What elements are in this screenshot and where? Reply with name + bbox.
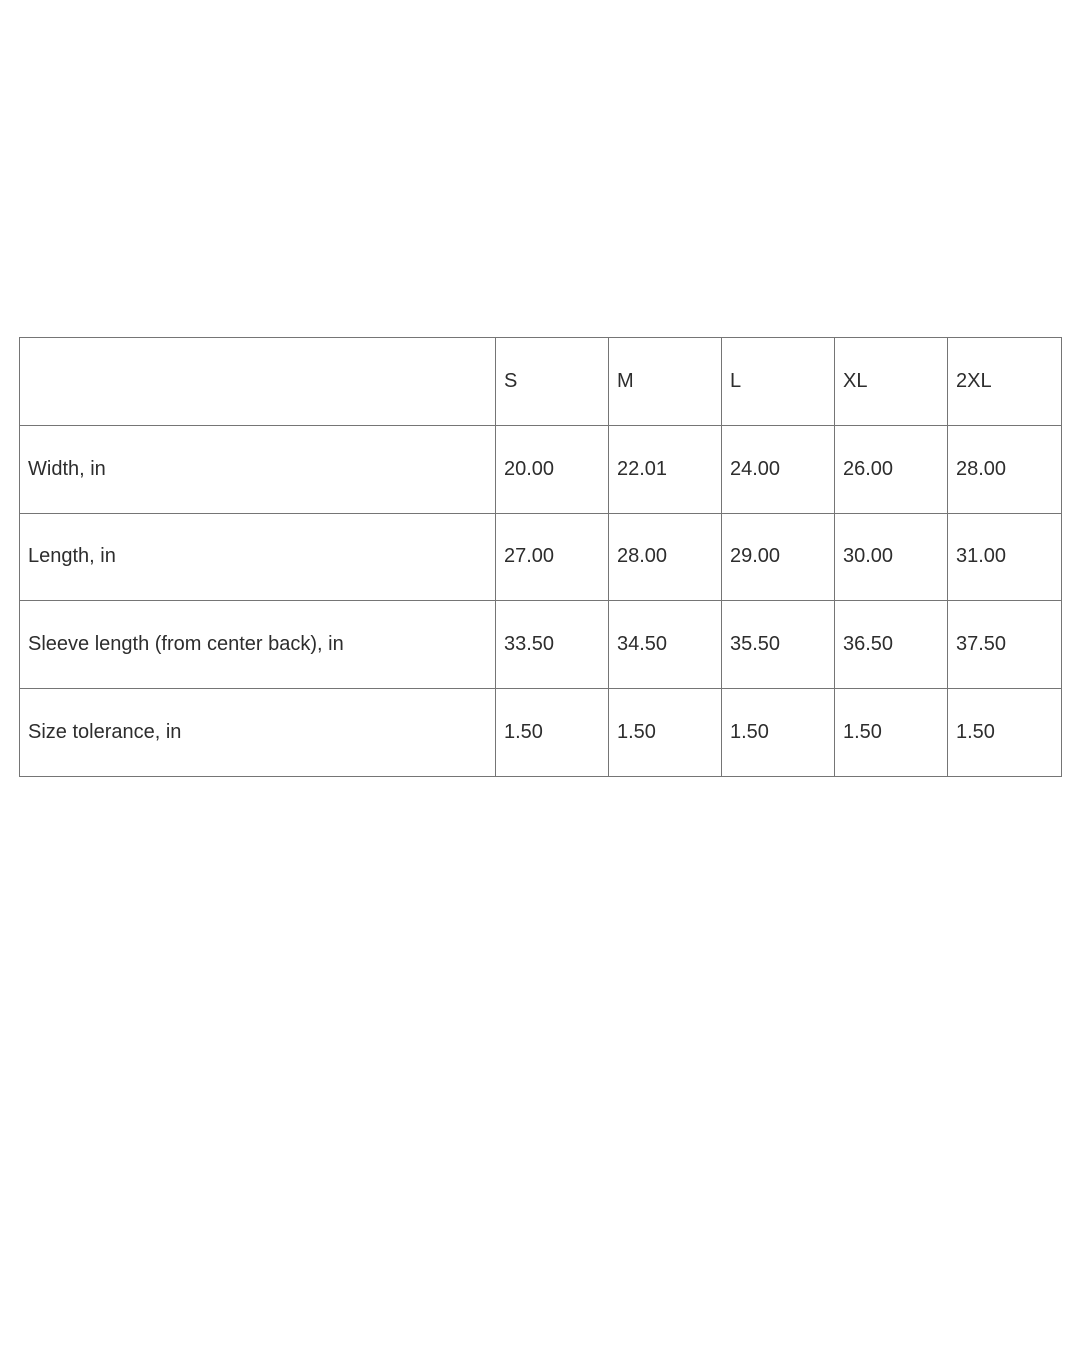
corner-empty-cell <box>20 338 496 426</box>
row-label-sleeve-length: Sleeve length (from center back), in <box>20 601 496 689</box>
length-value-m: 28.00 <box>609 513 722 601</box>
width-value-l: 24.00 <box>722 425 835 513</box>
row-label-size-tolerance: Size tolerance, in <box>20 689 496 777</box>
width-value-m: 22.01 <box>609 425 722 513</box>
column-header-l: L <box>722 338 835 426</box>
table-row-sleeve-length <box>20 601 1062 689</box>
table-row-width <box>20 425 1062 513</box>
sleeve-value-xl: 36.50 <box>835 601 948 689</box>
column-header-2xl: 2XL <box>948 338 1062 426</box>
column-header-s: S <box>496 338 609 426</box>
tolerance-value-l: 1.50 <box>722 689 835 777</box>
width-value-s: 20.00 <box>496 425 609 513</box>
width-value-2xl: 28.00 <box>948 425 1062 513</box>
tolerance-value-xl: 1.50 <box>835 689 948 777</box>
size-chart-table <box>19 337 1062 777</box>
column-header-xl: XL <box>835 338 948 426</box>
sleeve-value-2xl: 37.50 <box>948 601 1062 689</box>
length-value-2xl: 31.00 <box>948 513 1062 601</box>
table-row-length <box>20 513 1062 601</box>
row-label-length: Length, in <box>20 513 496 601</box>
length-value-l: 29.00 <box>722 513 835 601</box>
length-value-xl: 30.00 <box>835 513 948 601</box>
tolerance-value-2xl: 1.50 <box>948 689 1062 777</box>
sleeve-value-l: 35.50 <box>722 601 835 689</box>
sleeve-value-m: 34.50 <box>609 601 722 689</box>
tolerance-value-m: 1.50 <box>609 689 722 777</box>
column-header-m: M <box>609 338 722 426</box>
width-value-xl: 26.00 <box>835 425 948 513</box>
table-row-size-tolerance <box>20 689 1062 777</box>
size-chart-header-row <box>20 338 1062 426</box>
sleeve-value-s: 33.50 <box>496 601 609 689</box>
tolerance-value-s: 1.50 <box>496 689 609 777</box>
row-label-width: Width, in <box>20 425 496 513</box>
length-value-s: 27.00 <box>496 513 609 601</box>
